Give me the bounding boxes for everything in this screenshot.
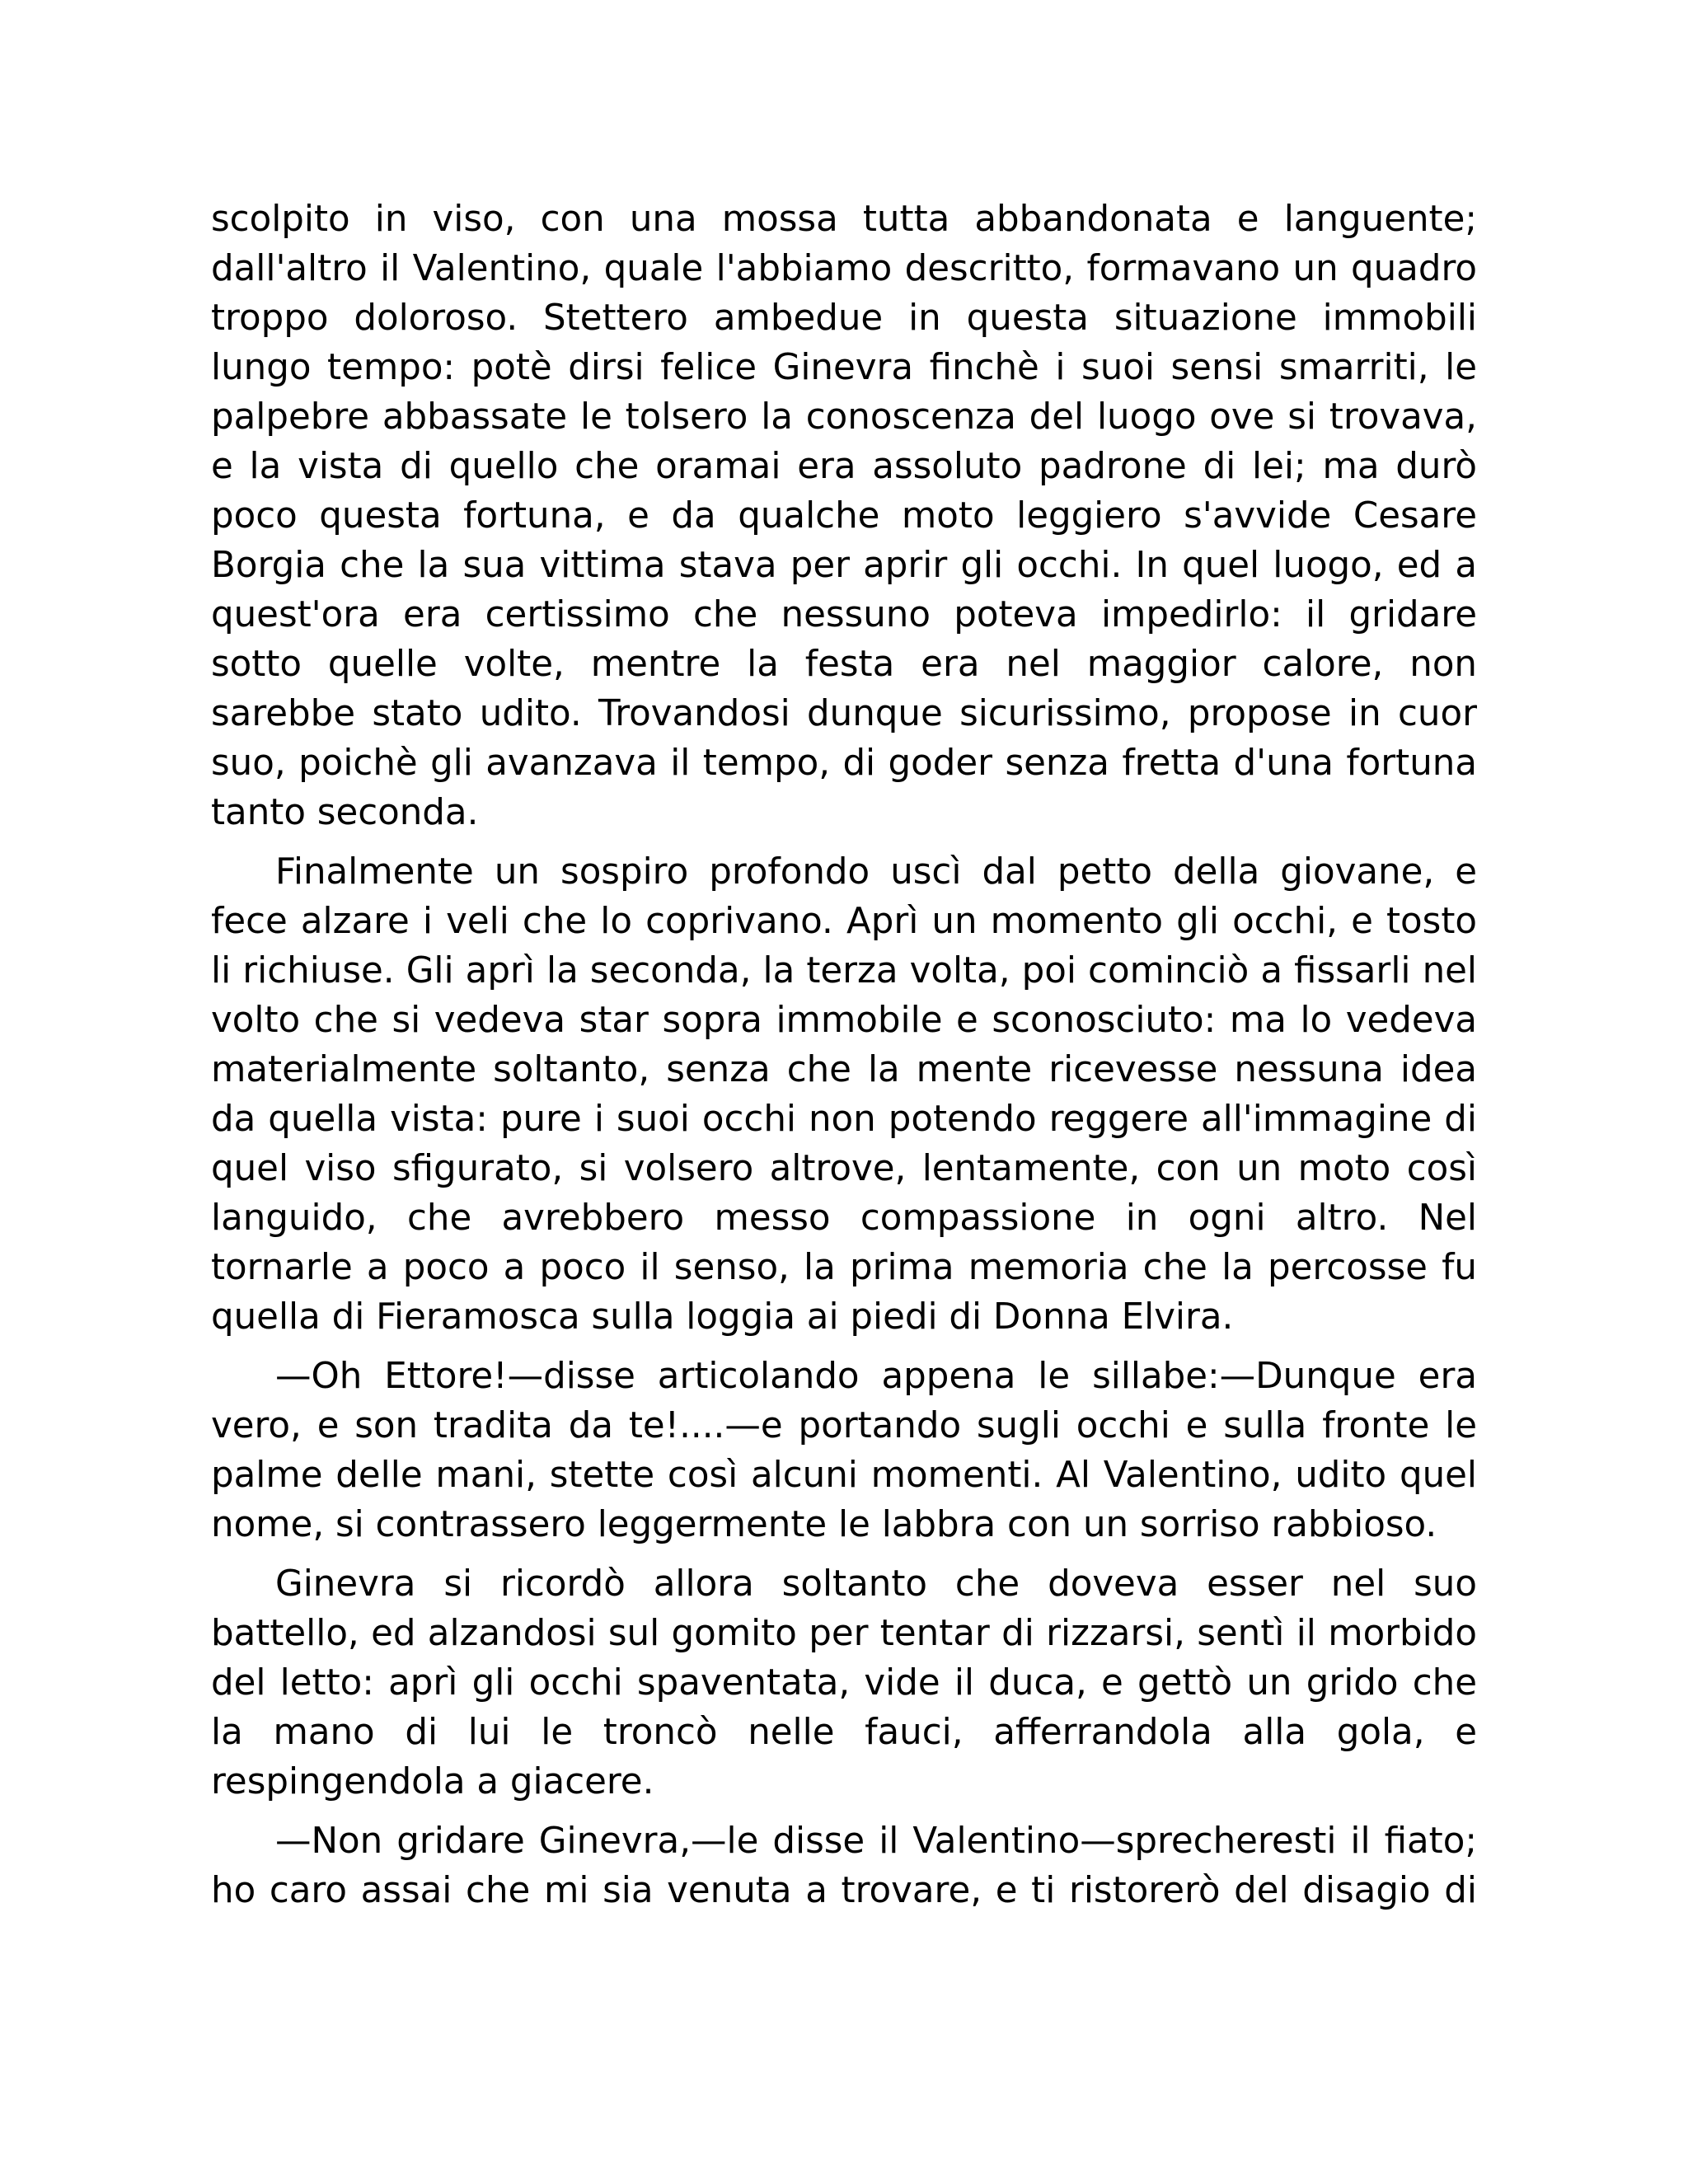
page-body-text: [211, 194, 1477, 1925]
paragraph-5: —Non gridare Ginevra,—le disse il Valentino—sprecheresti il fiato; ho caro assai che mi sia venuta a trovare, e ti ristorerò del disagio di: [211, 1821, 1477, 1911]
paragraph-3: —Oh Ettore!—disse articolando appena le sillabe:—Dunque era vero, e son tradita da te!....—e portando sugli occhi e sulla fronte le palme delle mani, stette così alcuni momenti. Al Valentino, udito quel nome, si contrassero leggermente le labbra con un sorriso rabbioso.: [211, 1356, 1477, 1545]
paragraph-4: Ginevra si ricordò allora soltanto che doveva esser nel suo battello, ed alzandosi sul gomito per tentar di rizzarsi, sentì il morbido del letto: aprì gli occhi spaventata, vide il duca, e gettò un grido che la mano di lui le troncò nelle fauci, afferrandola alla gola, e respingendola a giacere.: [211, 1563, 1477, 1802]
paragraph-1: scolpito in viso, con una mossa tutta abbandonata e languente; dall'altro il Valentino, quale l'abbiamo descritto, formavano un quadro troppo doloroso. Stettero ambedue in questa situazione immobili lungo tempo: potè dirsi felice Ginevra finchè i suoi sensi smarriti, le palpebre abbassate le tolsero la conoscenza del luogo ove si trovava, e la vista di quello che oramai era assoluto padrone di lei; ma durò poco questa fortuna, e da qualche moto leggiero s'avvide Cesare Borgia che la sua vittima stava per aprir gli occhi. In quel luogo, ed a quest'ora era certissimo che nessuno poteva impedirlo: il gridare sotto quelle volte, mentre la festa era nel maggior calore, non sarebbe stato udito. Trovandosi dunque sicurissimo, propose in cuor suo, poichè gli avanzava il tempo, di goder senza fretta d'una fortuna tanto seconda.: [211, 199, 1477, 833]
paragraph-2: Finalmente un sospiro profondo uscì dal petto della giovane, e fece alzare i veli che lo coprivano. Aprì un momento gli occhi, e tosto li richiuse. Gli aprì la seconda, la terza volta, poi cominciò a fissarli nel volto che si vedeva star sopra immobile e sconosciuto: ma lo vedeva materialmente soltanto, senza che la mente ricevesse nessuna idea da quella vista: pure i suoi occhi non potendo reggere all'immagine di quel viso sfigurato, si volsero altrove, lentamente, con un moto così languido, che avrebbero messo compassione in ogni altro. Nel tornarle a poco a poco il senso, la prima memoria che la percosse fu quella di Fieramosca sulla loggia ai piedi di Donna Elvira.: [211, 851, 1477, 1338]
